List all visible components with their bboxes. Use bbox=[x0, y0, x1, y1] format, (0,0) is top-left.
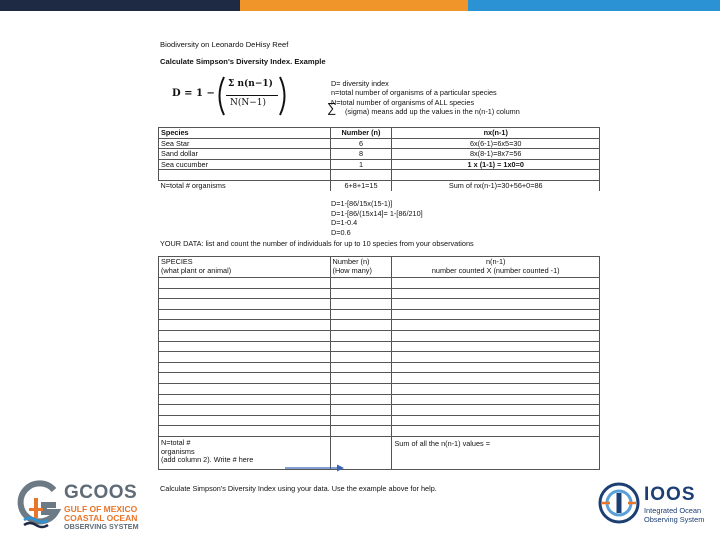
species-input-cell[interactable] bbox=[159, 320, 331, 331]
nn1-header bbox=[392, 257, 600, 278]
nn1-input-cell[interactable] bbox=[392, 341, 600, 352]
species-input-cell[interactable] bbox=[159, 278, 331, 289]
your-data-instructions: YOUR DATA: list and count the number of individuals for up to 10 species from your observations bbox=[160, 239, 474, 248]
ioos-line-1: Integrated Ocean bbox=[644, 506, 702, 515]
table-row bbox=[159, 405, 600, 416]
calc-step-3: D=1-0.4 bbox=[331, 218, 358, 228]
species-input-cell[interactable] bbox=[159, 373, 331, 384]
table-row bbox=[159, 352, 600, 363]
species-header bbox=[159, 257, 331, 278]
formula-denominator: N(N−1) bbox=[230, 98, 267, 108]
species-input-cell[interactable] bbox=[159, 415, 331, 426]
top-bar-orange-segment bbox=[240, 0, 468, 11]
number-cell: 1 bbox=[330, 159, 392, 170]
nn1-input-cell[interactable] bbox=[392, 383, 600, 394]
calc-step-1: D=1-[86/15x(15-1)] bbox=[331, 199, 393, 208]
gcoos-line-1: GULF OF MEXICO bbox=[64, 504, 138, 514]
species-input-cell[interactable] bbox=[159, 299, 331, 310]
sigma-symbol: ∑ bbox=[327, 100, 337, 116]
species-input-cell[interactable] bbox=[159, 309, 331, 320]
number-input-cell[interactable] bbox=[330, 405, 392, 416]
table-row bbox=[159, 320, 600, 331]
species-input-cell[interactable] bbox=[159, 288, 331, 299]
document-title: Biodiversity on Leonardo DeHisy Reef bbox=[160, 40, 289, 49]
number-input-cell[interactable] bbox=[330, 394, 392, 405]
legend-line-d: D= diversity index bbox=[331, 79, 389, 88]
number-header bbox=[330, 257, 392, 278]
nn1-input-cell[interactable] bbox=[392, 362, 600, 373]
sigma-description: (sigma) means add up the values in the n(n-1) column bbox=[345, 107, 520, 117]
nn1-input-cell[interactable] bbox=[392, 394, 600, 405]
number-cell: 8 bbox=[330, 149, 392, 160]
data-entry-table bbox=[158, 256, 600, 470]
species-input-cell[interactable] bbox=[159, 394, 331, 405]
ioos-emblem-icon bbox=[598, 482, 640, 524]
nn1-input-cell[interactable] bbox=[392, 330, 600, 341]
simpson-formula bbox=[172, 76, 302, 116]
table-row bbox=[159, 373, 600, 384]
nn1-input-cell[interactable] bbox=[392, 426, 600, 437]
table-row bbox=[159, 138, 600, 149]
nn1-input-cell[interactable] bbox=[392, 352, 600, 363]
species-input-cell[interactable] bbox=[159, 383, 331, 394]
calc-step-4: D=0.6 bbox=[331, 227, 351, 237]
gcoos-name: GCOOS bbox=[64, 482, 138, 503]
top-bar-blue-segment bbox=[468, 0, 720, 11]
example-total-row bbox=[159, 180, 600, 190]
legend-line-n: n=total number of organisms of a particular species bbox=[331, 88, 497, 98]
empty-cell bbox=[392, 170, 600, 181]
example-header-nxn1: nx(n-1) bbox=[392, 128, 600, 139]
table-row bbox=[159, 299, 600, 310]
table-row bbox=[159, 426, 600, 437]
nn1-input-cell[interactable] bbox=[392, 373, 600, 384]
sum-cell[interactable] bbox=[392, 436, 600, 469]
table-row bbox=[159, 278, 600, 289]
table-row bbox=[159, 415, 600, 426]
number-header-sub: (How many) bbox=[332, 266, 372, 275]
species-cell: Sand dollar bbox=[159, 149, 331, 160]
species-input-cell[interactable] bbox=[159, 426, 331, 437]
nn1-input-cell[interactable] bbox=[392, 299, 600, 310]
total-sub-1: organisms bbox=[161, 446, 195, 456]
example-header-number: Number (n) bbox=[330, 128, 392, 139]
number-cell: 6 bbox=[330, 138, 392, 149]
number-input-cell[interactable] bbox=[330, 299, 392, 310]
data-total-row bbox=[159, 436, 600, 469]
species-input-cell[interactable] bbox=[159, 352, 331, 363]
empty-cell bbox=[330, 170, 392, 181]
top-bar-navy-segment bbox=[0, 0, 240, 11]
species-input-cell[interactable] bbox=[159, 362, 331, 373]
nn1-input-cell[interactable] bbox=[392, 288, 600, 299]
species-input-cell[interactable] bbox=[159, 330, 331, 341]
formula-left-paren bbox=[215, 76, 225, 116]
species-cell: Sea Star bbox=[159, 138, 331, 149]
total-sub-2: (add column 2). Write # here bbox=[161, 455, 254, 465]
number-input-cell[interactable] bbox=[330, 278, 392, 289]
nn1-input-cell[interactable] bbox=[392, 278, 600, 289]
number-input-cell[interactable] bbox=[330, 320, 392, 331]
document-subtitle: Calculate Simpson's Diversity Index. Example bbox=[160, 57, 326, 66]
nn1-input-cell[interactable] bbox=[392, 415, 600, 426]
write-here-arrow bbox=[285, 463, 345, 473]
species-header-sub: (what plant or animal) bbox=[161, 266, 232, 275]
total-label: N=total # bbox=[161, 437, 191, 447]
number-input-cell[interactable] bbox=[330, 288, 392, 299]
example-header-species: Species bbox=[159, 128, 331, 139]
sum-label: Sum of all the n(n-1) values = bbox=[394, 438, 490, 448]
species-cell: Sea cucumber bbox=[159, 159, 331, 170]
number-input-cell[interactable] bbox=[330, 330, 392, 341]
nn1-input-cell[interactable] bbox=[392, 405, 600, 416]
table-row bbox=[159, 362, 600, 373]
table-row bbox=[159, 149, 600, 160]
nn1-header-sub: number counted X (number counted -1) bbox=[431, 266, 560, 275]
number-input-cell[interactable] bbox=[330, 309, 392, 320]
species-input-cell[interactable] bbox=[159, 405, 331, 416]
species-header-label: SPECIES bbox=[161, 257, 193, 266]
table-row bbox=[159, 394, 600, 405]
legend-line-N: N=total number of organisms of ALL species bbox=[331, 97, 475, 107]
calc-step-2: D=1-[86/(15x14]= 1-[86/210] bbox=[331, 208, 423, 218]
calc-cell: 6x(6-1)=6x5=30 bbox=[392, 138, 600, 149]
calc-cell: 1 x (1-1) = 1x0=0 bbox=[392, 159, 600, 170]
formula-fraction-bar bbox=[226, 95, 278, 96]
example-total-value: 6+8+1=15 bbox=[330, 180, 392, 190]
gcoos-line-3: OBSERVING SYSTEM bbox=[64, 522, 139, 531]
number-input-cell[interactable] bbox=[330, 341, 392, 352]
nn1-input-cell[interactable] bbox=[392, 320, 600, 331]
number-input-cell[interactable] bbox=[330, 352, 392, 363]
calculation-steps bbox=[331, 199, 423, 237]
gcoos-line-2: COASTAL OCEAN bbox=[64, 513, 138, 523]
gcoos-emblem-icon bbox=[16, 478, 62, 530]
number-input-cell[interactable] bbox=[330, 373, 392, 384]
formula-numerator: Σ n(n−1) bbox=[228, 79, 273, 89]
ioos-name: IOOS bbox=[644, 484, 696, 505]
formula-right-paren bbox=[279, 76, 289, 116]
empty-cell bbox=[159, 170, 331, 181]
gcoos-logo bbox=[16, 478, 156, 530]
example-table-header bbox=[159, 128, 600, 139]
data-table-header bbox=[159, 257, 600, 278]
species-input-cell[interactable] bbox=[159, 341, 331, 352]
table-row bbox=[159, 288, 600, 299]
example-table bbox=[158, 127, 600, 191]
number-input-cell[interactable] bbox=[330, 362, 392, 373]
top-color-bar bbox=[0, 0, 720, 11]
table-row bbox=[159, 330, 600, 341]
number-input-cell[interactable] bbox=[330, 426, 392, 437]
footer-instruction: Calculate Simpson's Diversity Index using your data. Use the example above for help. bbox=[160, 484, 437, 493]
ioos-line-2: Observing System bbox=[644, 515, 705, 524]
table-row bbox=[159, 383, 600, 394]
table-row-empty bbox=[159, 170, 600, 181]
number-input-cell[interactable] bbox=[330, 383, 392, 394]
nn1-input-cell[interactable] bbox=[392, 309, 600, 320]
formula-legend bbox=[327, 79, 520, 117]
formula-lhs: D = 1 − bbox=[172, 88, 215, 99]
nn1-header-label: n(n-1) bbox=[485, 257, 506, 266]
calc-cell: 8x(8-1)=8x7=56 bbox=[392, 149, 600, 160]
table-row bbox=[159, 341, 600, 352]
table-row bbox=[159, 309, 600, 320]
example-total-label: N=total # organisms bbox=[160, 180, 226, 190]
example-sum-label: Sum of nx(n-1)=30+56+0=86 bbox=[392, 180, 600, 190]
number-input-cell[interactable] bbox=[330, 415, 392, 426]
number-header-label: Number (n) bbox=[332, 257, 370, 266]
ioos-logo bbox=[598, 480, 710, 528]
table-row bbox=[159, 159, 600, 170]
